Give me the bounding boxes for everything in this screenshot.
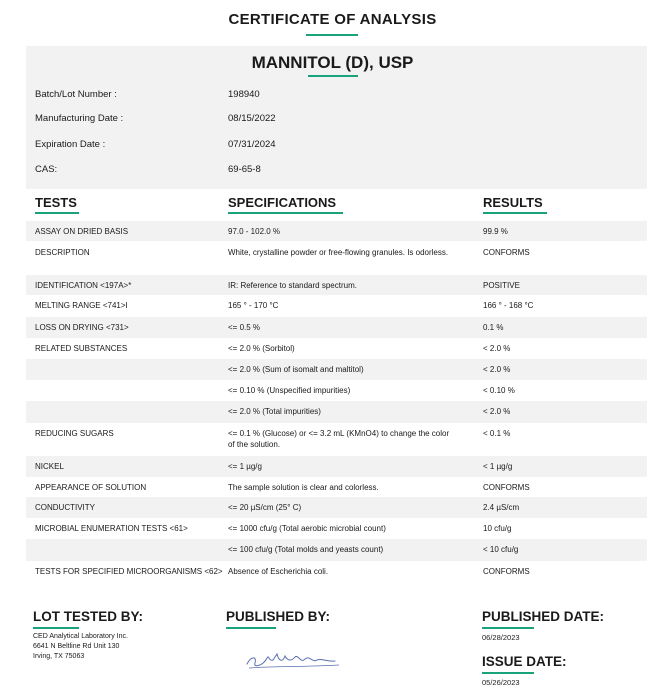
issue-date-underline <box>482 672 534 674</box>
specifications-header: SPECIFICATIONS <box>228 195 337 210</box>
published-by-heading: PUBLISHED BY: <box>226 609 331 624</box>
test-spec: <= 0.10 % (Unspecified impurities) <box>228 386 351 395</box>
table-row <box>26 380 647 401</box>
test-name: NICKEL <box>35 462 64 471</box>
title-underline <box>306 34 358 36</box>
table-row <box>26 401 647 423</box>
test-spec: The sample solution is clear and colorless. <box>228 483 379 492</box>
table-row <box>26 221 647 241</box>
test-name: IDENTIFICATION <197A>* <box>35 281 132 290</box>
test-spec: <= 1 µg/g <box>228 462 262 471</box>
test-result: < 0.10 % <box>483 386 515 395</box>
published-date-underline <box>482 627 534 629</box>
test-spec: <= 100 cfu/g (Total molds and yeasts count) <box>228 545 384 554</box>
table-row <box>26 317 647 338</box>
specifications-header-underline <box>228 212 343 214</box>
test-result: < 10 cfu/g <box>483 545 519 554</box>
test-spec: 165 ° - 170 °C <box>228 301 279 310</box>
test-spec: 97.0 - 102.0 % <box>228 227 281 236</box>
published-by-underline <box>226 627 276 629</box>
test-result: CONFORMS <box>483 248 530 257</box>
mfg-date-label: Manufacturing Date : <box>35 113 124 124</box>
cas-value: 69-65-8 <box>228 164 261 175</box>
published-date-heading: PUBLISHED DATE: <box>482 609 605 624</box>
test-spec: Absence of Escherichia coli. <box>228 567 329 576</box>
results-header: RESULTS <box>483 195 543 210</box>
test-result: POSITIVE <box>483 281 520 290</box>
test-spec: <= 2.0 % (Total impurities) <box>228 407 321 416</box>
exp-date-label: Expiration Date : <box>35 139 106 150</box>
test-spec: <= 2.0 % (Sum of isomalt and maltitol) <box>228 365 364 374</box>
test-result: < 2.0 % <box>483 407 511 416</box>
test-name: MELTING RANGE <741>I <box>35 301 128 310</box>
test-name: TESTS FOR SPECIFIED MICROORGANISMS <62> <box>35 567 223 576</box>
test-spec: <= 20 µS/cm (25° C) <box>228 503 302 512</box>
table-row <box>26 518 647 539</box>
lab-address-line2: Irving, TX 75063 <box>33 653 85 660</box>
table-row <box>26 497 647 518</box>
batch-label: Batch/Lot Number : <box>35 89 117 100</box>
test-name: RELATED SUBSTANCES <box>35 344 128 353</box>
table-row <box>26 295 647 317</box>
table-row <box>26 456 647 477</box>
table-row <box>26 423 647 456</box>
test-result: < 1 µg/g <box>483 462 513 471</box>
test-name: CONDUCTIVITY <box>35 503 95 512</box>
test-spec: <= 0.5 % <box>228 323 261 332</box>
test-spec: <= 0.1 % (Glucose) or <= 3.2 mL (KMnO4) to change the color of the solution. <box>228 429 450 449</box>
test-spec: <= 1000 cfu/g (Total aerobic microbial count) <box>228 524 386 533</box>
test-result: < 2.0 % <box>483 365 511 374</box>
batch-value: 198940 <box>228 89 260 100</box>
test-name: REDUCING SUGARS <box>35 429 114 438</box>
product-name: MANNITOL (D), USP <box>251 53 414 72</box>
results-header-underline <box>483 212 547 214</box>
table-row <box>26 275 647 295</box>
table-row <box>26 242 647 275</box>
test-result: 0.1 % <box>483 323 504 332</box>
test-name: MICROBIAL ENUMERATION TESTS <61> <box>35 524 188 533</box>
test-name: LOSS ON DRYING <731> <box>35 323 129 332</box>
test-result: < 2.0 % <box>483 344 511 353</box>
tests-header: TESTS <box>35 195 77 210</box>
lab-address-line1: 6641 N Beltline Rd Unit 130 <box>33 643 120 650</box>
table-row <box>26 539 647 561</box>
test-result: 166 ° - 168 °C <box>483 301 534 310</box>
test-name: ASSAY ON DRIED BASIS <box>35 227 129 236</box>
table-row <box>26 359 647 380</box>
lab-name: CED Analytical Laboratory Inc. <box>33 633 128 640</box>
published-date-value: 06/28/2023 <box>482 633 520 642</box>
issue-date-heading: ISSUE DATE: <box>482 654 567 669</box>
document-title: CERTIFICATE OF ANALYSIS <box>228 11 437 28</box>
test-result: 2.4 µS/cm <box>483 503 520 512</box>
product-underline <box>308 75 358 77</box>
lot-tested-by-underline <box>33 627 79 629</box>
table-row <box>26 561 647 593</box>
tests-header-underline <box>35 212 79 214</box>
table-row <box>26 338 647 359</box>
exp-date-value: 07/31/2024 <box>228 139 276 150</box>
test-result: CONFORMS <box>483 567 530 576</box>
test-result: 99.9 % <box>483 227 508 236</box>
table-row <box>26 477 647 497</box>
mfg-date-value: 08/15/2022 <box>228 113 276 124</box>
test-spec: <= 2.0 % (Sorbitol) <box>228 344 295 353</box>
test-name: APPEARANCE OF SOLUTION <box>35 483 147 492</box>
cas-label: CAS: <box>35 164 58 175</box>
test-result: < 0.1 % <box>483 429 511 438</box>
issue-date-value: 05/26/2023 <box>482 678 520 687</box>
lot-tested-by-heading: LOT TESTED BY: <box>33 609 143 624</box>
test-result: 10 cfu/g <box>483 524 512 533</box>
test-spec: IR: Reference to standard spectrum. <box>228 281 357 290</box>
test-spec: White, crystalline powder or free-flowing granules. Is odorless. <box>228 248 449 257</box>
test-name: DESCRIPTION <box>35 248 90 257</box>
test-result: CONFORMS <box>483 483 530 492</box>
signature-image <box>243 646 343 672</box>
